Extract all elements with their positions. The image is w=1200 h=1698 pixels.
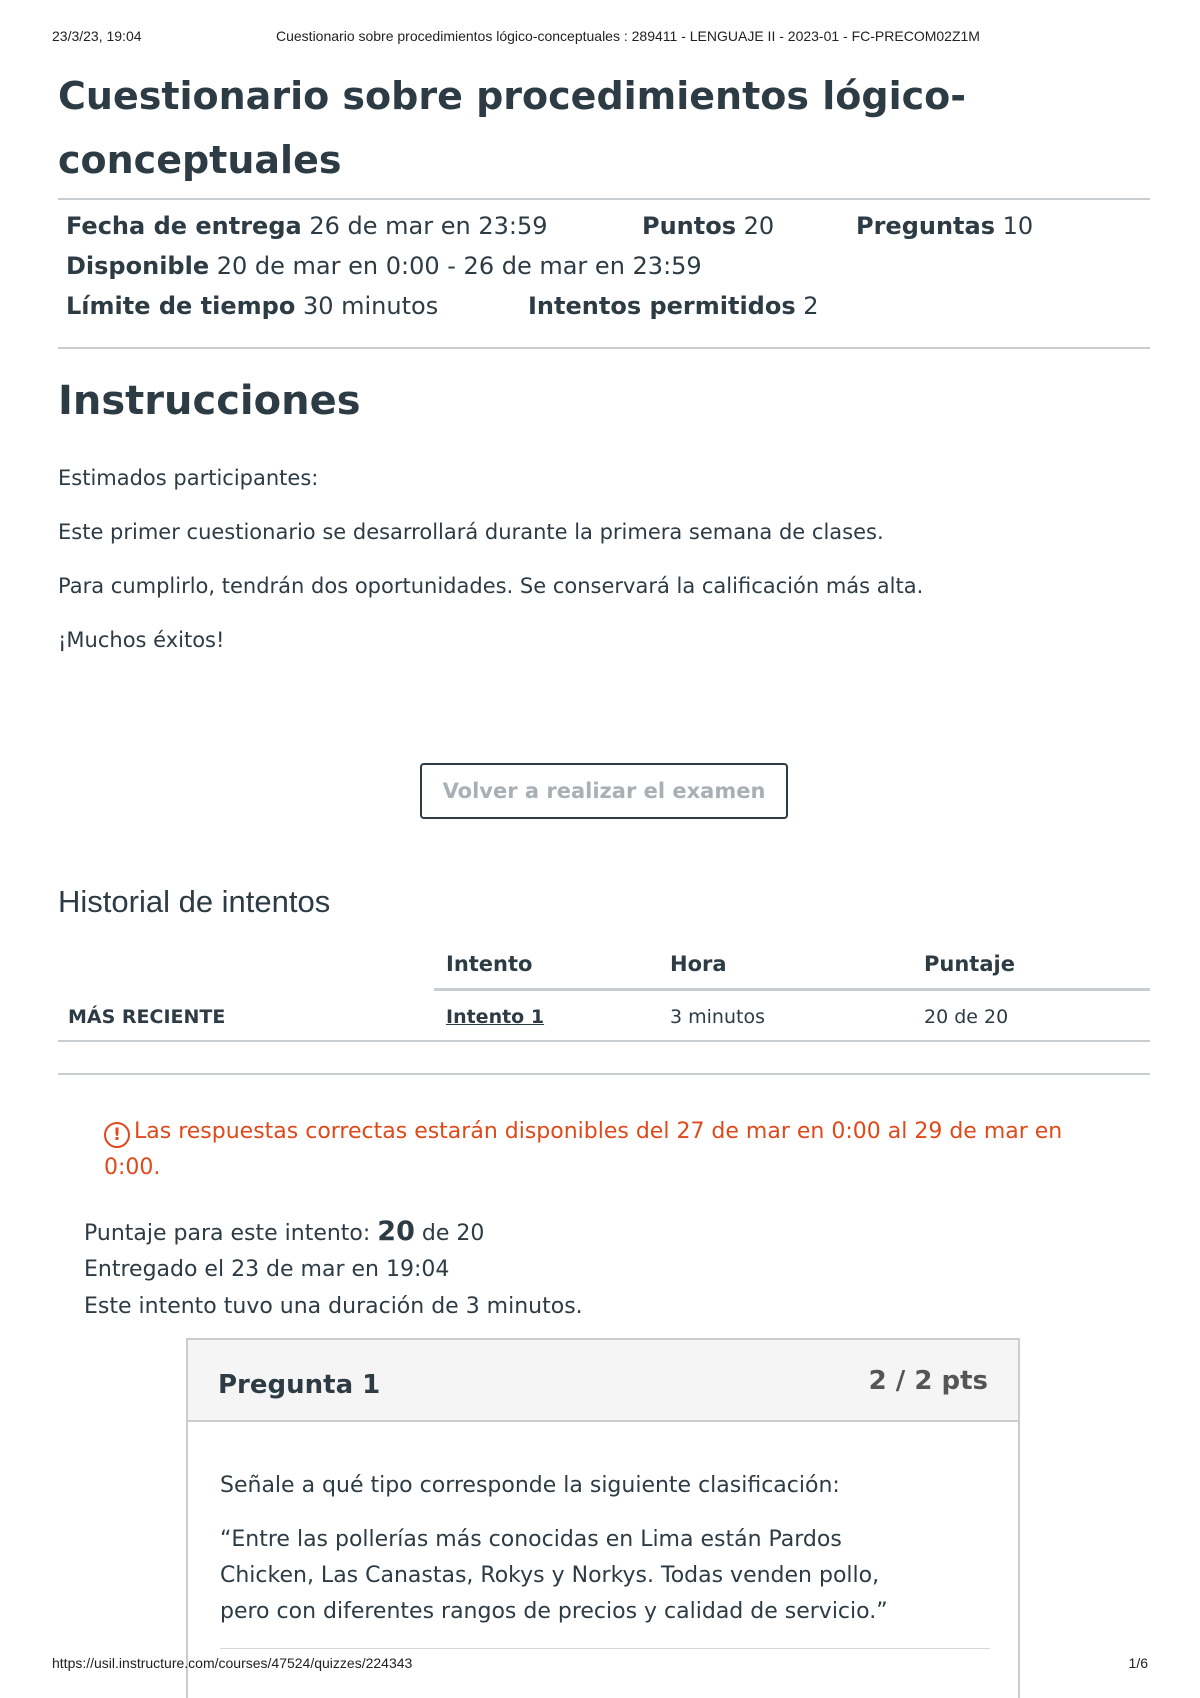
row-label: MÁS RECIENTE bbox=[68, 1006, 226, 1028]
score-value: 20 bbox=[377, 1216, 415, 1247]
due-label: Fecha de entrega bbox=[66, 212, 302, 240]
points bbox=[642, 212, 774, 240]
question-quote-line: pero con diferentes rangos de precios y calidad de servicio.” bbox=[220, 1599, 888, 1624]
divider bbox=[58, 198, 1150, 200]
instructions-paragraph: Este primer cuestionario se desarrollará durante la primera semana de clases. bbox=[58, 520, 884, 544]
duration-line: Este intento tuvo una duración de 3 minutos. bbox=[84, 1294, 583, 1319]
column-header-score: Puntaje bbox=[924, 952, 1015, 976]
question-header bbox=[188, 1340, 1018, 1422]
page-title: Cuestionario sobre procedimientos lógico-conceptuales bbox=[58, 74, 966, 182]
questions bbox=[856, 212, 1033, 240]
due-value: 26 de mar en 23:59 bbox=[309, 212, 548, 240]
print-footer bbox=[52, 1655, 1148, 1675]
score-prefix: Puntaje para este intento: bbox=[84, 1221, 371, 1246]
divider bbox=[58, 347, 1150, 349]
question-points: 2 / 2 pts bbox=[868, 1366, 988, 1396]
points-value: 20 bbox=[743, 212, 775, 240]
question-quote-line: Chicken, Las Canastas, Rokys y Norkys. Todas venden pollo, bbox=[220, 1563, 880, 1588]
question-divider bbox=[220, 1648, 990, 1649]
column-header-time: Hora bbox=[670, 952, 727, 976]
score-line bbox=[84, 1216, 484, 1247]
score-suffix: de 20 bbox=[421, 1221, 485, 1246]
retake-quiz-button[interactable]: Volver a realizar el examen bbox=[420, 763, 788, 819]
attempts-label: Intentos permitidos bbox=[528, 292, 796, 320]
attempts-value: 2 bbox=[803, 292, 819, 320]
attempts-allowed bbox=[528, 292, 819, 320]
points-label: Puntos bbox=[642, 212, 737, 240]
question-title: Pregunta 1 bbox=[218, 1370, 381, 1400]
history-title: Historial de intentos bbox=[58, 884, 331, 919]
available-label: Disponible bbox=[66, 252, 210, 280]
attempt-score: 20 de 20 bbox=[924, 1006, 1009, 1028]
print-header bbox=[52, 28, 1148, 48]
print-date: 23/3/23, 19:04 bbox=[52, 28, 142, 44]
notice-text: Las respuestas correctas estarán disponibles del 27 de mar en 0:00 al 29 de mar en 0:00. bbox=[104, 1119, 1063, 1180]
attempt-link[interactable]: Intento 1 bbox=[446, 1006, 545, 1028]
print-doc-title: Cuestionario sobre procedimientos lógico-conceptuales : 289411 - LENGUAJE II - 2023-01 - FC-PRECOM02Z1M bbox=[276, 28, 980, 44]
questions-label: Preguntas bbox=[856, 212, 996, 240]
print-url: https://usil.instructure.com/courses/47524/quizzes/224343 bbox=[52, 1655, 413, 1671]
details-row-2 bbox=[66, 252, 702, 280]
due-date bbox=[66, 212, 548, 240]
page-number: 1/6 bbox=[1128, 1655, 1148, 1671]
attempt-time: 3 minutos bbox=[670, 1006, 765, 1028]
exclamation-circle-icon: ! bbox=[104, 1122, 130, 1148]
time-limit bbox=[66, 292, 438, 320]
submitted-line: Entregado el 23 de mar en 19:04 bbox=[84, 1257, 450, 1282]
question-quote-line: “Entre las pollerías más conocidas en Lima están Pardos bbox=[220, 1527, 842, 1552]
questions-value: 10 bbox=[1002, 212, 1034, 240]
available-value: 20 de mar en 0:00 - 26 de mar en 23:59 bbox=[216, 252, 702, 280]
table-header-line bbox=[434, 988, 1150, 991]
answers-availability-notice bbox=[104, 1114, 1064, 1186]
instructions-paragraph: Para cumplirlo, tendrán dos oportunidades. Se conservará la calificación más alta. bbox=[58, 574, 924, 598]
time-limit-value: 30 minutos bbox=[302, 292, 439, 320]
instructions-paragraph: Estimados participantes: bbox=[58, 466, 319, 490]
table-row-line bbox=[58, 1040, 1150, 1042]
column-header-attempt: Intento bbox=[446, 952, 533, 976]
instructions-paragraph: ¡Muchos éxitos! bbox=[58, 628, 225, 652]
time-limit-label: Límite de tiempo bbox=[66, 292, 296, 320]
question-card bbox=[186, 1338, 1020, 1698]
instructions-title: Instrucciones bbox=[58, 378, 361, 424]
divider bbox=[58, 1073, 1150, 1075]
question-prompt: Señale a qué tipo corresponde la siguiente clasificación: bbox=[220, 1473, 840, 1498]
